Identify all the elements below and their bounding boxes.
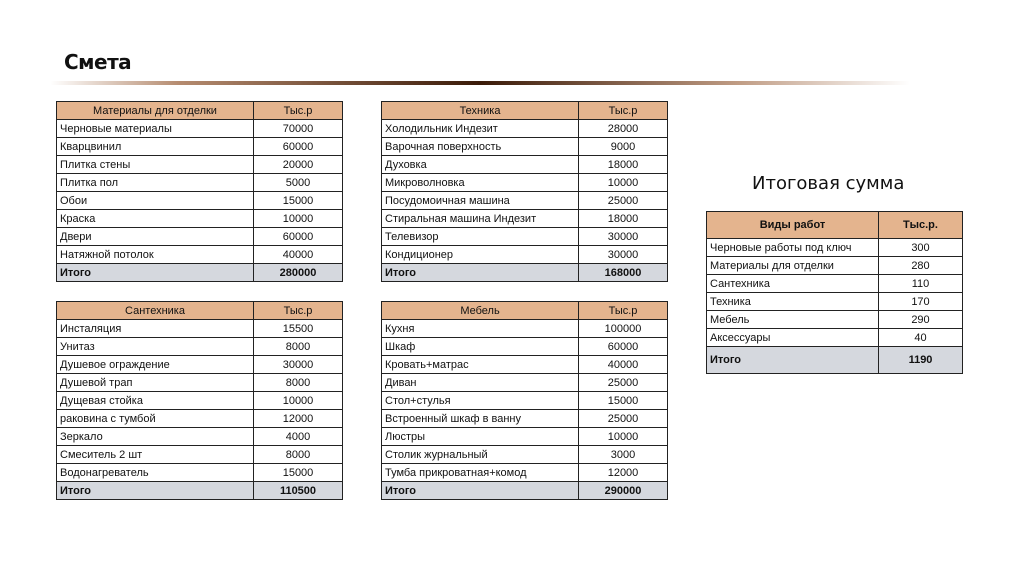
- appliances-table: [381, 101, 668, 282]
- table-row: [382, 246, 668, 264]
- table-row: [382, 392, 668, 410]
- total-label: Итого: [57, 482, 254, 500]
- row-label: Кондиционер: [382, 246, 579, 264]
- row-value: 280: [879, 257, 963, 275]
- table-row: [57, 320, 343, 338]
- row-label: Холодильник Индезит: [382, 120, 579, 138]
- total-row: [382, 482, 668, 500]
- table-row: [57, 464, 343, 482]
- row-label: Стол+стулья: [382, 392, 579, 410]
- row-label: Обои: [57, 192, 254, 210]
- total-value: 290000: [579, 482, 668, 500]
- row-label: Люстры: [382, 428, 579, 446]
- row-label: Кровать+матрас: [382, 356, 579, 374]
- row-label: Плитка пол: [57, 174, 254, 192]
- row-label: Столик журнальный: [382, 446, 579, 464]
- table-row: [57, 356, 343, 374]
- table-row: [57, 192, 343, 210]
- plumbing-table: [56, 301, 343, 500]
- row-value: 30000: [579, 228, 668, 246]
- table-row: [57, 410, 343, 428]
- table-header-row: [382, 302, 668, 320]
- total-row: [57, 482, 343, 500]
- column-header-name: Материалы для отделки: [57, 102, 254, 120]
- table-row: [57, 120, 343, 138]
- column-header-name: Сантехника: [57, 302, 254, 320]
- table-row: [382, 138, 668, 156]
- row-value: 60000: [254, 138, 343, 156]
- table-row: [57, 338, 343, 356]
- total-label: Итого: [57, 264, 254, 282]
- column-header-name: Виды работ: [707, 212, 879, 239]
- row-value: 40000: [579, 356, 668, 374]
- table-row: [707, 293, 963, 311]
- table-row: [57, 374, 343, 392]
- row-value: 25000: [579, 374, 668, 392]
- column-header-unit: Тыс.р: [254, 102, 343, 120]
- table-row: [382, 228, 668, 246]
- table-row: [57, 138, 343, 156]
- row-label: Встроенный шкаф в ванну: [382, 410, 579, 428]
- row-label: Варочная поверхность: [382, 138, 579, 156]
- total-value: 168000: [579, 264, 668, 282]
- table-row: [57, 210, 343, 228]
- table-row: [382, 120, 668, 138]
- table-header-row: [707, 212, 963, 239]
- row-value: 8000: [254, 338, 343, 356]
- row-label: Кварцвинил: [57, 138, 254, 156]
- row-value: 4000: [254, 428, 343, 446]
- total-value: 1190: [879, 347, 963, 374]
- table-row: [382, 192, 668, 210]
- row-label: Микроволновка: [382, 174, 579, 192]
- row-label: Двери: [57, 228, 254, 246]
- row-value: 25000: [579, 410, 668, 428]
- row-label: Краска: [57, 210, 254, 228]
- row-label: Черновые материалы: [57, 120, 254, 138]
- row-value: 8000: [254, 446, 343, 464]
- table-header-row: [57, 102, 343, 120]
- row-value: 10000: [254, 392, 343, 410]
- row-label: Унитаз: [57, 338, 254, 356]
- summary-title: Итоговая сумма: [752, 173, 905, 194]
- row-value: 10000: [579, 174, 668, 192]
- table-row: [707, 329, 963, 347]
- row-label: Духовка: [382, 156, 579, 174]
- table-row: [382, 464, 668, 482]
- row-value: 15500: [254, 320, 343, 338]
- row-label: Черновые работы под ключ: [707, 239, 879, 257]
- table-row: [57, 174, 343, 192]
- table-row: [382, 210, 668, 228]
- row-label: Зеркало: [57, 428, 254, 446]
- row-label: Стиральная машина Индезит: [382, 210, 579, 228]
- row-value: 15000: [254, 192, 343, 210]
- row-value: 60000: [579, 338, 668, 356]
- row-value: 110: [879, 275, 963, 293]
- row-label: Плитка стены: [57, 156, 254, 174]
- row-value: 40: [879, 329, 963, 347]
- row-value: 30000: [254, 356, 343, 374]
- row-value: 18000: [579, 156, 668, 174]
- column-header-unit: Тыс.р: [254, 302, 343, 320]
- row-value: 12000: [579, 464, 668, 482]
- table-row: [382, 356, 668, 374]
- row-value: 28000: [579, 120, 668, 138]
- row-value: 15000: [579, 392, 668, 410]
- table-row: [382, 174, 668, 192]
- row-label: Водонагреватель: [57, 464, 254, 482]
- row-label: Тумба прикроватная+комод: [382, 464, 579, 482]
- row-label: Кухня: [382, 320, 579, 338]
- table-row: [707, 239, 963, 257]
- row-label: раковина с тумбой: [57, 410, 254, 428]
- table-row: [382, 410, 668, 428]
- title-divider: [50, 81, 910, 85]
- row-value: 10000: [579, 428, 668, 446]
- row-value: 9000: [579, 138, 668, 156]
- table-row: [707, 275, 963, 293]
- row-label: Инсталяция: [57, 320, 254, 338]
- total-label: Итого: [382, 264, 579, 282]
- page-title: Смета: [64, 50, 132, 74]
- row-value: 15000: [254, 464, 343, 482]
- table-row: [382, 338, 668, 356]
- row-value: 170: [879, 293, 963, 311]
- row-value: 18000: [579, 210, 668, 228]
- row-label: Диван: [382, 374, 579, 392]
- total-row: [382, 264, 668, 282]
- row-label: Материалы для отделки: [707, 257, 879, 275]
- row-value: 60000: [254, 228, 343, 246]
- row-value: 70000: [254, 120, 343, 138]
- row-label: Техника: [707, 293, 879, 311]
- row-value: 10000: [254, 210, 343, 228]
- column-header-name: Мебель: [382, 302, 579, 320]
- table-row: [57, 446, 343, 464]
- row-label: Душевое ограждение: [57, 356, 254, 374]
- column-header-name: Техника: [382, 102, 579, 120]
- column-header-unit: Тыс.р: [579, 302, 668, 320]
- row-label: Душевой трап: [57, 374, 254, 392]
- row-value: 300: [879, 239, 963, 257]
- row-value: 100000: [579, 320, 668, 338]
- total-value: 280000: [254, 264, 343, 282]
- summary-table: [706, 211, 963, 374]
- table-row: [57, 428, 343, 446]
- table-row: [707, 257, 963, 275]
- materials-table: [56, 101, 343, 282]
- table-row: [382, 446, 668, 464]
- total-row: [57, 264, 343, 282]
- row-value: 30000: [579, 246, 668, 264]
- table-row: [57, 228, 343, 246]
- table-header-row: [57, 302, 343, 320]
- row-value: 40000: [254, 246, 343, 264]
- row-value: 20000: [254, 156, 343, 174]
- row-label: Смеситель 2 шт: [57, 446, 254, 464]
- total-label: Итого: [707, 347, 879, 374]
- column-header-unit: Тыс.р: [579, 102, 668, 120]
- table-row: [57, 392, 343, 410]
- total-value: 110500: [254, 482, 343, 500]
- table-row: [707, 311, 963, 329]
- row-value: 12000: [254, 410, 343, 428]
- row-label: Посудомоичная машина: [382, 192, 579, 210]
- table-row: [382, 156, 668, 174]
- row-label: Сантехника: [707, 275, 879, 293]
- furniture-table: [381, 301, 668, 500]
- table-row: [57, 156, 343, 174]
- row-value: 25000: [579, 192, 668, 210]
- row-value: 8000: [254, 374, 343, 392]
- row-label: Шкаф: [382, 338, 579, 356]
- row-value: 5000: [254, 174, 343, 192]
- total-row: [707, 347, 963, 374]
- table-row: [382, 320, 668, 338]
- row-label: Дущевая стойка: [57, 392, 254, 410]
- row-label: Натяжной потолок: [57, 246, 254, 264]
- row-value: 3000: [579, 446, 668, 464]
- table-row: [382, 428, 668, 446]
- row-label: Аксессуары: [707, 329, 879, 347]
- column-header-unit: Тыс.р.: [879, 212, 963, 239]
- table-row: [57, 246, 343, 264]
- total-label: Итого: [382, 482, 579, 500]
- row-label: Телевизор: [382, 228, 579, 246]
- row-value: 290: [879, 311, 963, 329]
- table-header-row: [382, 102, 668, 120]
- row-label: Мебель: [707, 311, 879, 329]
- table-row: [382, 374, 668, 392]
